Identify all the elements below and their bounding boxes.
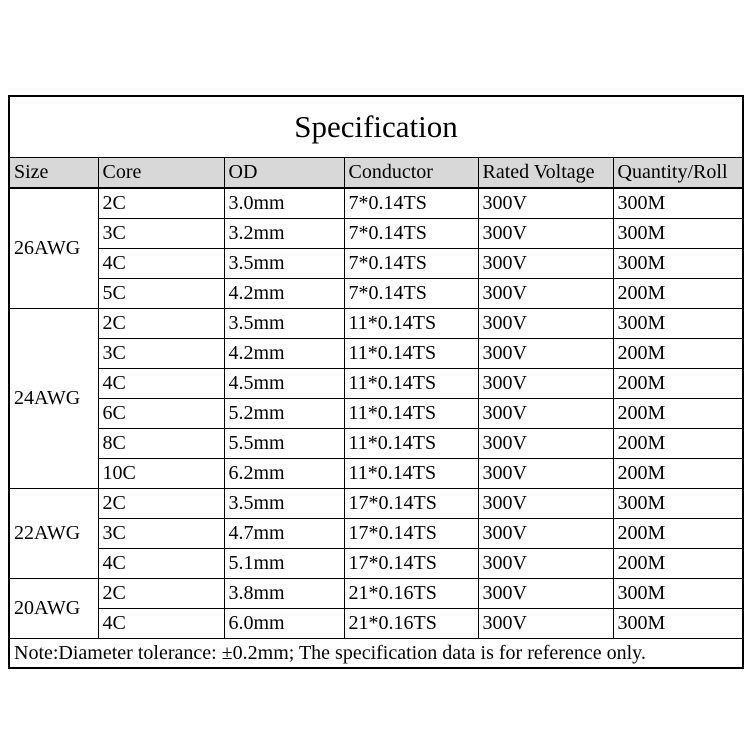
od-cell: 5.5mm	[224, 429, 344, 459]
voltage-cell: 300V	[478, 309, 613, 339]
table-row	[9, 459, 743, 489]
voltage-cell: 300V	[478, 519, 613, 549]
quantity-cell: 200M	[613, 459, 743, 489]
size-cell: 24AWG	[9, 309, 98, 489]
col-header-od: OD	[224, 158, 344, 189]
conductor-cell: 11*0.14TS	[344, 309, 478, 339]
core-cell: 2C	[98, 188, 224, 219]
conductor-cell: 11*0.14TS	[344, 459, 478, 489]
od-cell: 3.5mm	[224, 309, 344, 339]
quantity-cell: 300M	[613, 609, 743, 639]
od-cell: 4.5mm	[224, 369, 344, 399]
conductor-cell: 11*0.14TS	[344, 399, 478, 429]
table-row	[9, 549, 743, 579]
od-cell: 5.2mm	[224, 399, 344, 429]
table-header-row	[9, 158, 743, 189]
col-header-conductor: Conductor	[344, 158, 478, 189]
quantity-cell: 300M	[613, 219, 743, 249]
table-row	[9, 249, 743, 279]
quantity-cell: 200M	[613, 519, 743, 549]
table-row	[9, 519, 743, 549]
table-row	[9, 489, 743, 519]
od-cell: 6.2mm	[224, 459, 344, 489]
voltage-cell: 300V	[478, 549, 613, 579]
od-cell: 3.5mm	[224, 249, 344, 279]
table-row	[9, 188, 743, 219]
quantity-cell: 300M	[613, 489, 743, 519]
quantity-cell: 300M	[613, 579, 743, 609]
conductor-cell: 11*0.14TS	[344, 339, 478, 369]
od-cell: 3.5mm	[224, 489, 344, 519]
conductor-cell: 11*0.14TS	[344, 429, 478, 459]
od-cell: 3.8mm	[224, 579, 344, 609]
table-title-row	[9, 96, 743, 158]
table-row	[9, 579, 743, 609]
voltage-cell: 300V	[478, 369, 613, 399]
size-cell: 22AWG	[9, 489, 98, 579]
core-cell: 6C	[98, 399, 224, 429]
core-cell: 2C	[98, 579, 224, 609]
table-row	[9, 429, 743, 459]
voltage-cell: 300V	[478, 459, 613, 489]
table-row	[9, 279, 743, 309]
note-text: Note:Diameter tolerance: ±0.2mm; The specification data is for reference only.	[9, 639, 743, 669]
conductor-cell: 21*0.16TS	[344, 579, 478, 609]
conductor-cell: 7*0.14TS	[344, 249, 478, 279]
col-header-quantity-roll: Quantity/Roll	[613, 158, 743, 189]
quantity-cell: 200M	[613, 429, 743, 459]
od-cell: 5.1mm	[224, 549, 344, 579]
quantity-cell: 200M	[613, 399, 743, 429]
voltage-cell: 300V	[478, 399, 613, 429]
core-cell: 3C	[98, 519, 224, 549]
quantity-cell: 300M	[613, 309, 743, 339]
core-cell: 8C	[98, 429, 224, 459]
core-cell: 4C	[98, 249, 224, 279]
core-cell: 2C	[98, 309, 224, 339]
voltage-cell: 300V	[478, 249, 613, 279]
conductor-cell: 21*0.16TS	[344, 609, 478, 639]
conductor-cell: 7*0.14TS	[344, 219, 478, 249]
od-cell: 4.2mm	[224, 339, 344, 369]
core-cell: 4C	[98, 549, 224, 579]
od-cell: 3.2mm	[224, 219, 344, 249]
table-note-row	[9, 639, 743, 669]
voltage-cell: 300V	[478, 279, 613, 309]
col-header-rated-voltage: Rated Voltage	[478, 158, 613, 189]
size-cell: 20AWG	[9, 579, 98, 639]
quantity-cell: 200M	[613, 549, 743, 579]
od-cell: 4.7mm	[224, 519, 344, 549]
specification-table	[8, 95, 744, 669]
voltage-cell: 300V	[478, 429, 613, 459]
quantity-cell: 200M	[613, 339, 743, 369]
table-title: Specification	[9, 96, 743, 158]
core-cell: 4C	[98, 369, 224, 399]
conductor-cell: 7*0.14TS	[344, 279, 478, 309]
voltage-cell: 300V	[478, 188, 613, 219]
conductor-cell: 11*0.14TS	[344, 369, 478, 399]
size-cell: 26AWG	[9, 188, 98, 309]
table-row	[9, 399, 743, 429]
conductor-cell: 17*0.14TS	[344, 519, 478, 549]
core-cell: 3C	[98, 219, 224, 249]
core-cell: 4C	[98, 609, 224, 639]
voltage-cell: 300V	[478, 489, 613, 519]
quantity-cell: 300M	[613, 249, 743, 279]
voltage-cell: 300V	[478, 219, 613, 249]
od-cell: 3.0mm	[224, 188, 344, 219]
col-header-size: Size	[9, 158, 98, 189]
core-cell: 10C	[98, 459, 224, 489]
voltage-cell: 300V	[478, 339, 613, 369]
voltage-cell: 300V	[478, 609, 613, 639]
quantity-cell: 200M	[613, 369, 743, 399]
core-cell: 3C	[98, 339, 224, 369]
table-row	[9, 339, 743, 369]
conductor-cell: 17*0.14TS	[344, 489, 478, 519]
table-row	[9, 219, 743, 249]
table-row	[9, 609, 743, 639]
table-row	[9, 369, 743, 399]
od-cell: 6.0mm	[224, 609, 344, 639]
od-cell: 4.2mm	[224, 279, 344, 309]
col-header-core: Core	[98, 158, 224, 189]
voltage-cell: 300V	[478, 579, 613, 609]
core-cell: 5C	[98, 279, 224, 309]
quantity-cell: 200M	[613, 279, 743, 309]
conductor-cell: 17*0.14TS	[344, 549, 478, 579]
table-row	[9, 309, 743, 339]
core-cell: 2C	[98, 489, 224, 519]
quantity-cell: 300M	[613, 188, 743, 219]
conductor-cell: 7*0.14TS	[344, 188, 478, 219]
